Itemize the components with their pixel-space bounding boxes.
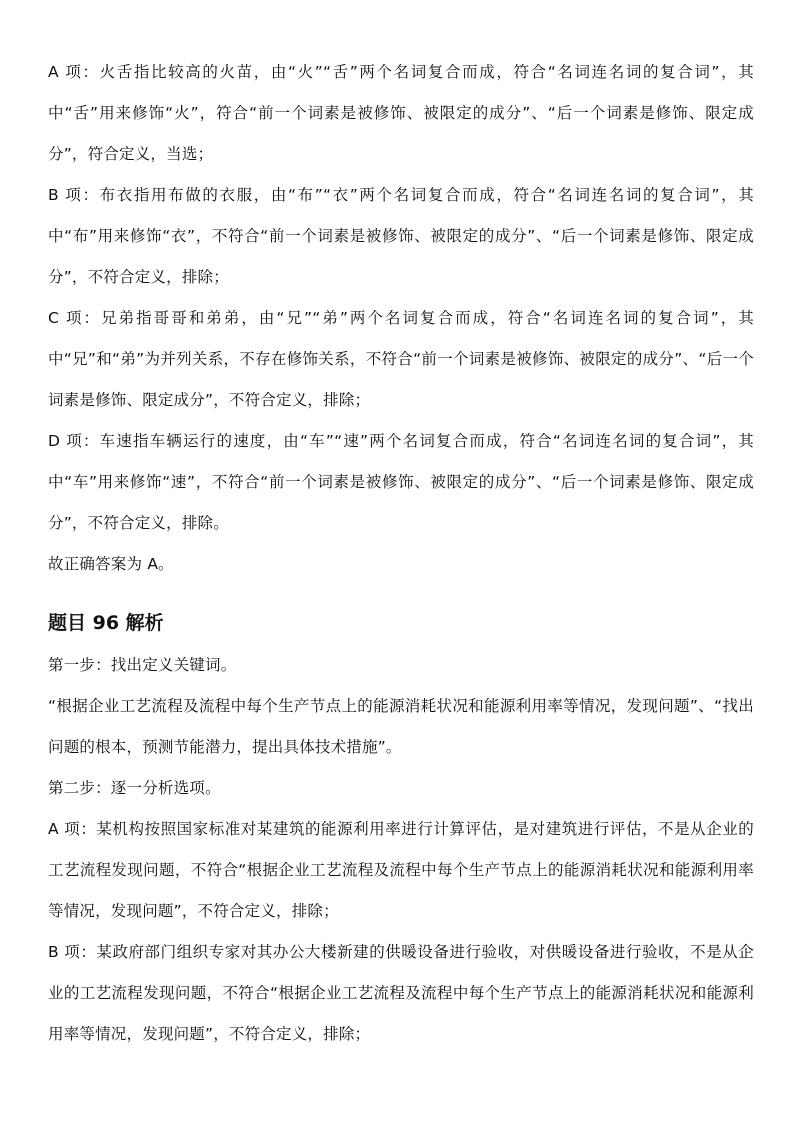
section-heading: 题目 96 解析 xyxy=(48,612,164,634)
option-a-paragraph: A 项：火舌指比较高的火苗，由“火”“舌”两个名词复合而成，符合“名词连名词的复合词”，其中“舌”用来修饰“火”，符合“前一个词素是被修饰、被限定的成分”、“后一个词素是修饰、限定成分”，符合定义，当选； xyxy=(48,63,754,163)
option-d-paragraph: D 项：车速指车辆运行的速度，由“车”“速”两个名词复合而成，符合“名词连名词的复合词”，其中“车”用来修饰“速”，不符合“前一个词素是被修饰、被限定的成分”、“后一个词素是修饰、限定成分”，不符合定义，排除。 xyxy=(48,432,754,532)
keywords-paragraph: “根据企业工艺流程及流程中每个生产节点上的能源消耗状况和能源利用率等情况，发现问题”、“找出问题的根本，预测节能潜力，提出具体技术措施”。 xyxy=(48,697,754,756)
option-c-paragraph: C 项：兄弟指哥哥和弟弟，由“兄”“弟”两个名词复合而成，符合“名词连名词的复合词”，其中“兄”和“弟”为并列关系，不存在修饰关系，不符合“前一个词素是被修饰、被限定的成分”、“后一个词素是修饰、限定成分”，不符合定义，排除； xyxy=(48,309,754,409)
step-two-paragraph: 第二步：逐一分析选项。 xyxy=(48,779,221,797)
option-a-analysis-paragraph: A 项：某机构按照国家标准对某建筑的能源利用率进行计算评估，是对建筑进行评估，不是从企业的工艺流程发现问题，不符合“根据企业工艺流程及流程中每个生产节点上的能源消耗状况和能源利用率等情况，发现问题”，不符合定义，排除； xyxy=(48,820,754,920)
option-b-analysis-paragraph: B 项：某政府部门组织专家对其办公大楼新建的供暖设备进行验收，对供暖设备进行验收，不是从企业的工艺流程发现问题，不符合“根据企业工艺流程及流程中每个生产节点上的能源消耗状况和能源利用率等情况，发现问题”，不符合定义，排除； xyxy=(48,943,754,1043)
option-b-paragraph: B 项：布衣指用布做的衣服，由“布”“衣”两个名词复合而成，符合“名词连名词的复合词”，其中“布”用来修饰“衣”，不符合“前一个词素是被修饰、被限定的成分”、“后一个词素是修饰、限定成分”，不符合定义，排除； xyxy=(48,186,754,286)
answer-paragraph: 故正确答案为 A。 xyxy=(48,555,174,573)
step-one-paragraph: 第一步：找出定义关键词。 xyxy=(48,656,237,674)
document-page xyxy=(48,52,754,1055)
